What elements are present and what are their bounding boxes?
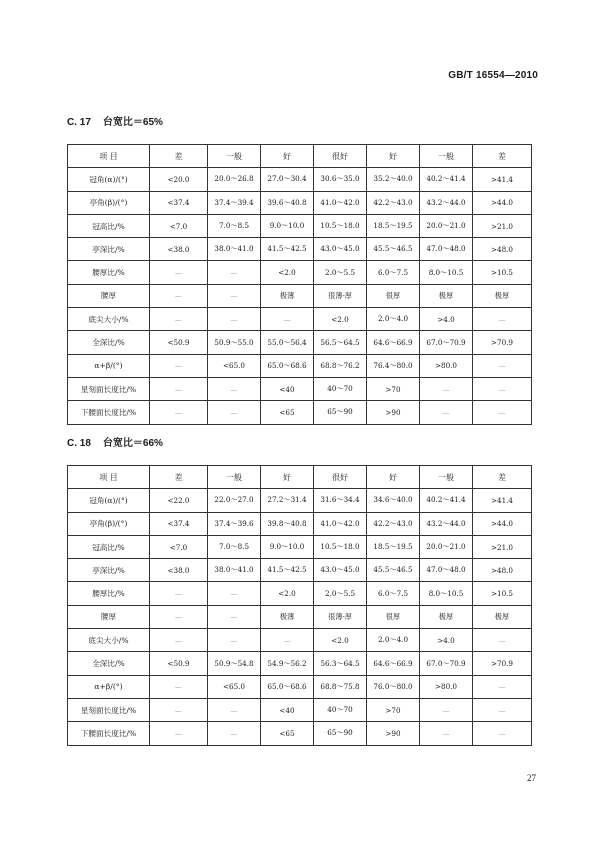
- table-cell: —: [473, 354, 532, 377]
- table-cell: —: [473, 377, 532, 400]
- table-cell: —: [208, 377, 261, 400]
- table-cell: <40: [261, 698, 314, 721]
- row-label: α+β/(°): [68, 354, 150, 377]
- table-cell: 43.2～44.0: [420, 512, 473, 535]
- column-header: 差: [473, 145, 532, 168]
- row-label: 底尖大小/%: [68, 308, 150, 331]
- table-cell: >10.5: [473, 582, 532, 605]
- table-cell: 10.5～18.0: [314, 535, 367, 558]
- row-label: 腰厚: [68, 605, 150, 628]
- table-row: [68, 675, 532, 698]
- table-row: [68, 354, 532, 377]
- table-cell: 64.6～66.9: [367, 331, 420, 354]
- row-label: 全深比/%: [68, 652, 150, 675]
- table-header-row: [68, 145, 532, 168]
- section-caption: 台宽比＝65%: [102, 117, 163, 128]
- table-row: [68, 168, 532, 191]
- row-label: 亭角(β)/(°): [68, 191, 150, 214]
- table-row: [68, 698, 532, 721]
- table-cell: >48.0: [473, 559, 532, 582]
- row-label: 亭深比/%: [68, 238, 150, 261]
- table-cell: 41.5～42.5: [261, 238, 314, 261]
- row-label: 全深比/%: [68, 331, 150, 354]
- section-title-c18: [67, 434, 163, 449]
- table-cell: 65～90: [314, 401, 367, 424]
- column-header: 项 目: [68, 466, 150, 489]
- table-cell: 30.6～35.0: [314, 168, 367, 191]
- row-label: 星刻面长度比/%: [68, 377, 150, 400]
- table-cell: >70: [367, 377, 420, 400]
- table-cell: 27.0～30.4: [261, 168, 314, 191]
- section-number: C. 18: [67, 438, 91, 449]
- table-cell: >70.9: [473, 331, 532, 354]
- table-cell: 56.5～64.5: [314, 331, 367, 354]
- table-cell: —: [208, 582, 261, 605]
- table-cell: 38.0～41.0: [208, 238, 261, 261]
- table-cell: 43.2～44.0: [420, 191, 473, 214]
- column-header: 一般: [420, 145, 473, 168]
- row-label: α+β/(°): [68, 675, 150, 698]
- table-row: [68, 214, 532, 237]
- table-cell: 极薄: [261, 605, 314, 628]
- table-cell: <65: [261, 401, 314, 424]
- table-cell: 45.5～46.5: [367, 238, 420, 261]
- table-cell: >21.0: [473, 535, 532, 558]
- table-cell: 55.0～56.4: [261, 331, 314, 354]
- table-cell: >10.5: [473, 261, 532, 284]
- table-row: [68, 308, 532, 331]
- table-cell: 41.0～42.0: [314, 512, 367, 535]
- page-number: 27: [527, 773, 536, 783]
- table-cell: 27.2～31.4: [261, 489, 314, 512]
- table-row: [68, 284, 532, 307]
- table-cell: —: [150, 308, 208, 331]
- row-label: 星刻面长度比/%: [68, 698, 150, 721]
- table-cell: 42.2～43.0: [367, 512, 420, 535]
- table-cell: >4.0: [420, 629, 473, 652]
- table-row: [68, 261, 532, 284]
- table-cell: 40～70: [314, 698, 367, 721]
- table-cell: —: [208, 284, 261, 307]
- table-cell: >70: [367, 698, 420, 721]
- table-cell: —: [208, 722, 261, 745]
- table-cell: —: [150, 675, 208, 698]
- table-cell: —: [261, 629, 314, 652]
- table-cell: —: [150, 261, 208, 284]
- table-cell: 45.5～46.5: [367, 559, 420, 582]
- table-cell: <38.0: [150, 238, 208, 261]
- row-label: 腰厚: [68, 284, 150, 307]
- table-cell: —: [420, 722, 473, 745]
- table-cell: <50.9: [150, 652, 208, 675]
- table-cell: 很薄-厚: [314, 605, 367, 628]
- row-label: 腰厚比/%: [68, 261, 150, 284]
- table-cell: 34.6～40.0: [367, 489, 420, 512]
- table-cell: <50.9: [150, 331, 208, 354]
- table-row: [68, 401, 532, 424]
- table-row: [68, 559, 532, 582]
- table-cell: <7.0: [150, 214, 208, 237]
- table-cell: 极薄: [261, 284, 314, 307]
- table-row: [68, 629, 532, 652]
- table-cell: <2.0: [314, 629, 367, 652]
- table-cell: 43.0～45.0: [314, 238, 367, 261]
- table-cell: 10.5～18.0: [314, 214, 367, 237]
- table-cell: 47.0～48.0: [420, 559, 473, 582]
- column-header: 差: [150, 145, 208, 168]
- table-cell: —: [473, 308, 532, 331]
- table-cell: 极厚: [420, 605, 473, 628]
- table-cell: >90: [367, 722, 420, 745]
- table-row: [68, 331, 532, 354]
- table-row: [68, 582, 532, 605]
- table-cell: —: [150, 629, 208, 652]
- table-cell: —: [150, 401, 208, 424]
- table-cell: 很厚: [367, 605, 420, 628]
- column-header: 一般: [208, 145, 261, 168]
- row-label: 下腰面长度比/%: [68, 722, 150, 745]
- table-cell: <22.0: [150, 489, 208, 512]
- table-cell: >4.0: [420, 308, 473, 331]
- grade-table-c18: [67, 465, 532, 746]
- table-cell: >44.0: [473, 512, 532, 535]
- table-row: [68, 377, 532, 400]
- table-cell: —: [150, 582, 208, 605]
- table-row: [68, 512, 532, 535]
- table-header-row: [68, 466, 532, 489]
- table-cell: >44.0: [473, 191, 532, 214]
- table-cell: 很厚: [367, 284, 420, 307]
- table-cell: —: [473, 401, 532, 424]
- section-caption: 台宽比＝66%: [102, 438, 163, 449]
- table-cell: 76.0～80.0: [367, 675, 420, 698]
- row-label: 腰厚比/%: [68, 582, 150, 605]
- table-row: [68, 722, 532, 745]
- table-cell: 7.0～8.5: [208, 214, 261, 237]
- table-row: [68, 652, 532, 675]
- table-cell: 8.0～10.5: [420, 582, 473, 605]
- table-cell: <38.0: [150, 559, 208, 582]
- table-cell: 极厚: [473, 284, 532, 307]
- column-header: 很好: [314, 466, 367, 489]
- column-header: 好: [367, 145, 420, 168]
- section-number: C. 17: [67, 117, 91, 128]
- table-cell: 37.4～39.4: [208, 191, 261, 214]
- grade-table-c17: [67, 144, 532, 425]
- table-cell: 9.0～10.0: [261, 214, 314, 237]
- table-cell: <20.0: [150, 168, 208, 191]
- table-cell: 42.2～43.0: [367, 191, 420, 214]
- column-header: 很好: [314, 145, 367, 168]
- table-cell: 极厚: [420, 284, 473, 307]
- table-row: [68, 535, 532, 558]
- table-cell: 40.2～41.4: [420, 489, 473, 512]
- table-cell: >41.4: [473, 168, 532, 191]
- table-cell: —: [208, 401, 261, 424]
- table-cell: —: [420, 401, 473, 424]
- table-cell: 很薄-厚: [314, 284, 367, 307]
- table-row: [68, 191, 532, 214]
- table-row: [68, 238, 532, 261]
- table-row: [68, 489, 532, 512]
- table-cell: 18.5～19.5: [367, 535, 420, 558]
- column-header: 好: [261, 466, 314, 489]
- column-header: 好: [367, 466, 420, 489]
- table-cell: 2.0～4.0: [367, 308, 420, 331]
- table-cell: 39.8～40.8: [261, 512, 314, 535]
- table-cell: 7.0～8.5: [208, 535, 261, 558]
- table-cell: 67.0～70.9: [420, 652, 473, 675]
- table-cell: >80.0: [420, 354, 473, 377]
- table-cell: >41.4: [473, 489, 532, 512]
- table-cell: —: [208, 308, 261, 331]
- column-header: 好: [261, 145, 314, 168]
- table-cell: —: [420, 377, 473, 400]
- table-cell: —: [261, 308, 314, 331]
- table-cell: >90: [367, 401, 420, 424]
- column-header: 差: [150, 466, 208, 489]
- table-cell: —: [420, 698, 473, 721]
- table-cell: 67.0～70.9: [420, 331, 473, 354]
- table-cell: 47.0～48.0: [420, 238, 473, 261]
- table-cell: 64.6～66.9: [367, 652, 420, 675]
- row-label: 冠角(α)/(°): [68, 489, 150, 512]
- table-cell: —: [150, 605, 208, 628]
- table-cell: 2.0～5.5: [314, 582, 367, 605]
- table-cell: 56.3～64.5: [314, 652, 367, 675]
- section-title-c17: [67, 113, 163, 128]
- table-cell: —: [150, 698, 208, 721]
- table-cell: 65.0～68.6: [261, 675, 314, 698]
- standard-code: GB/T 16554—2010: [448, 70, 538, 81]
- table-cell: 40.2～41.4: [420, 168, 473, 191]
- table-cell: 38.0～41.0: [208, 559, 261, 582]
- table-cell: 31.6～34.4: [314, 489, 367, 512]
- table-cell: <2.0: [261, 582, 314, 605]
- table-cell: 50.9～55.0: [208, 331, 261, 354]
- table-cell: 9.0～10.0: [261, 535, 314, 558]
- table-cell: 76.4～80.0: [367, 354, 420, 377]
- column-header: 一般: [208, 466, 261, 489]
- table-cell: <2.0: [261, 261, 314, 284]
- table-cell: <37.4: [150, 512, 208, 535]
- row-label: 亭深比/%: [68, 559, 150, 582]
- table-cell: 20.0～26.8: [208, 168, 261, 191]
- table-cell: 6.0～7.5: [367, 261, 420, 284]
- table-cell: 极厚: [473, 605, 532, 628]
- table-cell: <37.4: [150, 191, 208, 214]
- table-cell: 20.0～21.0: [420, 214, 473, 237]
- table-cell: 41.0～42.0: [314, 191, 367, 214]
- column-header: 差: [473, 466, 532, 489]
- table-cell: >48.0: [473, 238, 532, 261]
- table-cell: 68.8～75.8: [314, 675, 367, 698]
- row-label: 亭角(β)/(°): [68, 512, 150, 535]
- table-row: [68, 605, 532, 628]
- table-cell: —: [150, 377, 208, 400]
- table-cell: <2.0: [314, 308, 367, 331]
- table-cell: 41.5～42.5: [261, 559, 314, 582]
- row-label: 下腰面长度比/%: [68, 401, 150, 424]
- table-cell: 2.0～5.5: [314, 261, 367, 284]
- table-cell: >70.9: [473, 652, 532, 675]
- table-cell: 37.4～39.6: [208, 512, 261, 535]
- table-cell: 68.8～76.2: [314, 354, 367, 377]
- table-cell: —: [473, 722, 532, 745]
- table-cell: 54.9～56.2: [261, 652, 314, 675]
- column-header: 一般: [420, 466, 473, 489]
- row-label: 冠高比/%: [68, 214, 150, 237]
- table-cell: —: [208, 261, 261, 284]
- table-cell: 8.0～10.5: [420, 261, 473, 284]
- table-cell: 18.5～19.5: [367, 214, 420, 237]
- table-cell: 2.0～4.0: [367, 629, 420, 652]
- table-cell: 65.0～68.6: [261, 354, 314, 377]
- table-cell: —: [208, 629, 261, 652]
- table-cell: —: [473, 629, 532, 652]
- table-cell: >21.0: [473, 214, 532, 237]
- table-cell: 50.9～54.8: [208, 652, 261, 675]
- table-cell: <65: [261, 722, 314, 745]
- table-cell: 65～90: [314, 722, 367, 745]
- table-cell: 22.0～27.0: [208, 489, 261, 512]
- table-cell: 20.0～21.0: [420, 535, 473, 558]
- table-cell: <65.0: [208, 354, 261, 377]
- column-header: 项 目: [68, 145, 150, 168]
- table-cell: —: [150, 284, 208, 307]
- table-cell: —: [208, 605, 261, 628]
- table-cell: 39.6～40.8: [261, 191, 314, 214]
- table-cell: —: [150, 354, 208, 377]
- table-cell: 6.0～7.5: [367, 582, 420, 605]
- table-cell: —: [208, 698, 261, 721]
- row-label: 冠高比/%: [68, 535, 150, 558]
- table-cell: <7.0: [150, 535, 208, 558]
- row-label: 底尖大小/%: [68, 629, 150, 652]
- table-cell: —: [473, 698, 532, 721]
- table-cell: —: [150, 722, 208, 745]
- table-cell: —: [473, 675, 532, 698]
- table-cell: 43.0～45.0: [314, 559, 367, 582]
- table-cell: 40～70: [314, 377, 367, 400]
- table-cell: 35.2～40.0: [367, 168, 420, 191]
- table-cell: <65.0: [208, 675, 261, 698]
- table-cell: >80.0: [420, 675, 473, 698]
- table-cell: <40: [261, 377, 314, 400]
- row-label: 冠角(α)/(°): [68, 168, 150, 191]
